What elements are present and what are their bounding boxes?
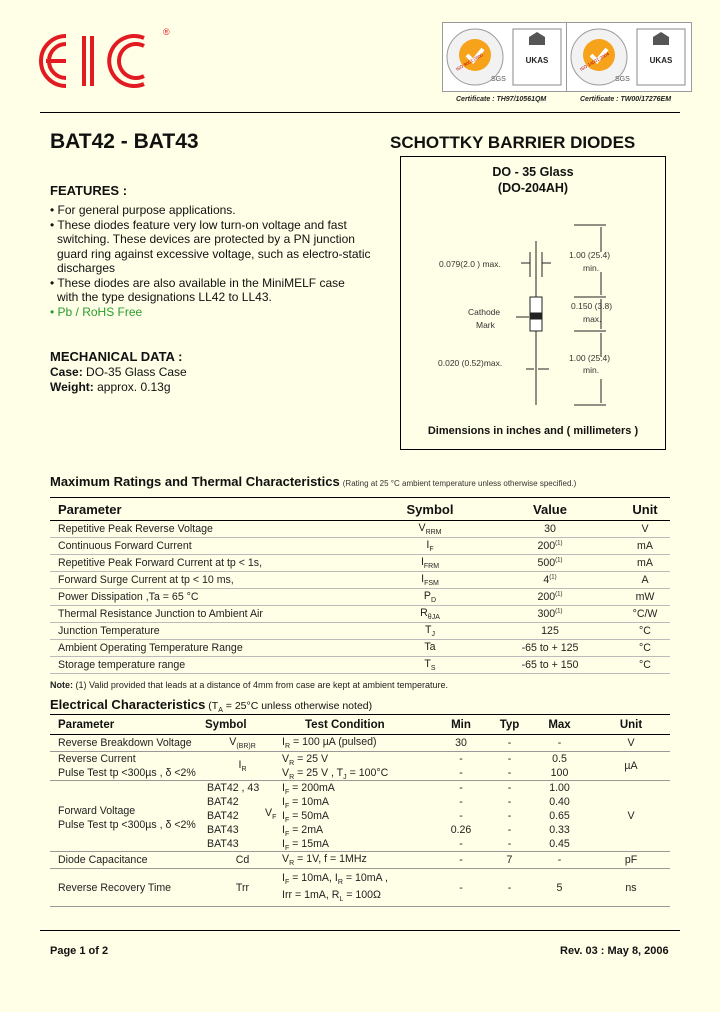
vf-condition: $I_F = 2mA$ bbox=[282, 824, 324, 839]
table-row: Continuous Forward Current $I_F$ 200$^{(1)}$ mA bbox=[50, 538, 670, 555]
features-list bbox=[50, 203, 390, 319]
lead-diameter-dim: 0.079(2.0 ) max. bbox=[439, 259, 501, 269]
lead-length-dim-min: min. bbox=[583, 365, 600, 375]
table-row: Thermal Resistance Junction to Ambient Air $R_{\theta JA}$ 300$^{(1)}$ °C/W bbox=[50, 606, 670, 623]
vf-part: BAT43 bbox=[207, 838, 239, 850]
certificate-number: Certificate : TH97/10561QM bbox=[456, 96, 547, 103]
features-heading: FEATURES : bbox=[50, 183, 128, 198]
feature-line: switching. These devices are protected by a PN junction bbox=[57, 232, 355, 246]
divider bbox=[40, 112, 680, 113]
ukas-label: UKAS bbox=[525, 56, 549, 65]
sgs-ukas-badge-icon bbox=[443, 23, 567, 91]
ratings-footnote: Note: (1) Valid provided that leads at a distance of 4mm from case are kept at ambient temperature. bbox=[50, 680, 449, 690]
vf-min: - bbox=[459, 838, 463, 850]
ukas-label: UKAS bbox=[649, 56, 673, 65]
ratings-heading: Maximum Ratings and Thermal Characteristics (Rating at 25 °C ambient temperature unless otherwise specified.) bbox=[50, 474, 577, 489]
sgs-label: SGS bbox=[491, 76, 506, 83]
vf-min: - bbox=[459, 782, 463, 794]
package-title: DO - 35 Glass (DO-204AH) bbox=[492, 165, 574, 195]
lead-length-dim: 1.00 (25.4) bbox=[569, 353, 611, 363]
vf-condition: $I_F = 200mA$ bbox=[282, 782, 335, 797]
cathode-label: Cathode bbox=[468, 307, 501, 317]
body-length-dim: 0.150 (3.8) bbox=[571, 301, 613, 311]
table-header-row: Parameter Symbol Value Unit bbox=[50, 498, 670, 521]
feature-line: • These diodes are also available in the MiniMELF case bbox=[50, 275, 345, 290]
iso-label: ISO 9001:2000 bbox=[455, 52, 484, 72]
feature-line: discharges bbox=[57, 261, 116, 275]
eic-logo bbox=[36, 30, 176, 92]
feature-line: guard ring against excessive voltage, such as electro-static bbox=[57, 246, 371, 261]
package-drawing-box bbox=[400, 156, 666, 450]
feature-line: • For general purpose applications. bbox=[50, 203, 236, 217]
diode-outline-icon bbox=[401, 157, 665, 449]
part-title: BAT42 - BAT43 bbox=[50, 130, 199, 153]
table-row: Power Dissipation ,Ta = 65 °C $P_D$ 200$^{(1)}$ mW bbox=[50, 589, 670, 606]
revision-date: Rev. 03 : May 8, 2006 bbox=[560, 945, 669, 957]
table-row: Forward Surge Current at tp < 10 ms, $I_{FSM}$ 4$^{(1)}$ A bbox=[50, 572, 670, 589]
electrical-table bbox=[50, 714, 670, 907]
feature-line: • These diodes feature very low turn-on voltage and fast bbox=[50, 217, 347, 232]
table-row: Reverse Recovery Time Trr $I_F = 10mA$, $I_R = 10mA$ , Irr = 1mA, $R_L = 100\Omega$ - - 5 ns bbox=[50, 869, 670, 907]
table-row: Junction Temperature $T_J$ 125 °C bbox=[50, 623, 670, 640]
vf-min: 0.26 bbox=[450, 824, 472, 836]
table-row: Ambient Operating Temperature Range Ta -65 to + 125 °C bbox=[50, 640, 670, 657]
vf-max: 0.40 bbox=[549, 796, 570, 808]
table-row: Repetitive Peak Forward Current at tp < 1s, $I_{FRM}$ 500$^{(1)}$ mA bbox=[50, 555, 670, 572]
page-number: Page 1 of 2 bbox=[50, 945, 109, 957]
mechanical-weight: Weight: approx. 0.13g bbox=[50, 380, 171, 394]
vf-max: 0.45 bbox=[549, 838, 570, 850]
vf-min: - bbox=[459, 796, 463, 808]
vf-typ: - bbox=[507, 796, 512, 808]
divider bbox=[40, 930, 680, 931]
dimensions-caption: Dimensions in inches and ( millimeters ) bbox=[427, 425, 639, 437]
table-row: Reverse Current Pulse Test tp <300µs , δ <2% $I_R$ $V_R = 25$ V $V_R = 25$ V , $T_J = 100^\circ C$ - - - - 0.5 100 µA bbox=[50, 752, 670, 781]
vf-condition: $I_F = 15mA$ bbox=[282, 838, 329, 853]
certificate-number: Certificate : TW00/17276EM bbox=[580, 96, 672, 103]
device-type-title: SCHOTTKY BARRIER DIODES bbox=[390, 133, 636, 152]
table-row: Repetitive Peak Reverse Voltage $V_{RRM}$ 30 V bbox=[50, 521, 670, 538]
table-row: Forward Voltage Pulse Test tp <300µs , δ <2% BAT42 , 43 BAT42 BAT42 BAT43 BAT43 $V_F$ $I_F = 200mA$ $I_F = 10mA$ $I_F = 50mA$ $I_F = 2mA$ $I_F = 15mA$ - - - 0.26 - - - - - - 1.00 0.40 0.65 0.33 0.45 V bbox=[50, 781, 670, 852]
lead-length-dim-min: min. bbox=[583, 263, 600, 273]
table-header-row: Parameter Symbol Test Condition Min Typ Max Unit bbox=[50, 715, 670, 735]
body-length-dim-max: max. bbox=[583, 314, 602, 324]
vf-condition: $I_F = 10mA$ bbox=[282, 796, 329, 811]
vf-typ: - bbox=[507, 824, 512, 836]
cathode-mark-label: Mark bbox=[476, 320, 495, 330]
iso14001-certificate-badge bbox=[566, 22, 692, 92]
lead-length-dim: 1.00 (25.4) bbox=[569, 250, 611, 260]
mechanical-heading: MECHANICAL DATA : bbox=[50, 349, 183, 364]
vf-condition: $I_F = 50mA$ bbox=[282, 810, 329, 825]
mechanical-case: Case: DO-35 Glass Case bbox=[50, 365, 187, 379]
electrical-heading: Electrical Characteristics ($T_A = 25^\circ C$ unless otherwise noted) bbox=[50, 697, 373, 715]
vf-min: - bbox=[459, 810, 463, 822]
vf-typ: - bbox=[507, 838, 512, 850]
vf-typ: - bbox=[507, 810, 512, 822]
vf-typ: - bbox=[507, 782, 512, 794]
vf-symbol: $V_F$ bbox=[265, 807, 277, 822]
feature-line: with the type designations LL42 to LL43. bbox=[57, 290, 272, 304]
ratings-table bbox=[50, 497, 670, 674]
vf-max: 1.00 bbox=[549, 782, 570, 794]
sgs-label: SGS bbox=[615, 76, 630, 83]
registered-mark: ® bbox=[163, 27, 170, 37]
vf-max: 0.33 bbox=[549, 824, 570, 836]
vf-max: 0.65 bbox=[549, 810, 570, 822]
wire-diameter-dim: 0.020 (0.52)max. bbox=[438, 358, 503, 368]
rohs-line: • Pb / RoHS Free bbox=[50, 304, 143, 319]
table-row: Reverse Breakdown Voltage $V_{(BR)R}$ $I_R = 100$ µA (pulsed) 30 - - V bbox=[50, 735, 670, 752]
iso-label: ISO 14001:2004 bbox=[579, 51, 610, 72]
iso9001-certificate-badge bbox=[442, 22, 568, 92]
vf-part: BAT42 , 43 bbox=[207, 782, 260, 794]
vf-part: BAT42 bbox=[207, 810, 239, 822]
table-row: Diode Capacitance Cd $V_R = 1V$, f = 1MHz - 7 - pF bbox=[50, 852, 670, 869]
vf-part: BAT43 bbox=[207, 824, 239, 836]
vf-part: BAT42 bbox=[207, 796, 239, 808]
table-row: Storage temperature range $T_S$ -65 to + 150 °C bbox=[50, 657, 670, 674]
sgs-ukas-badge-icon bbox=[567, 23, 691, 91]
